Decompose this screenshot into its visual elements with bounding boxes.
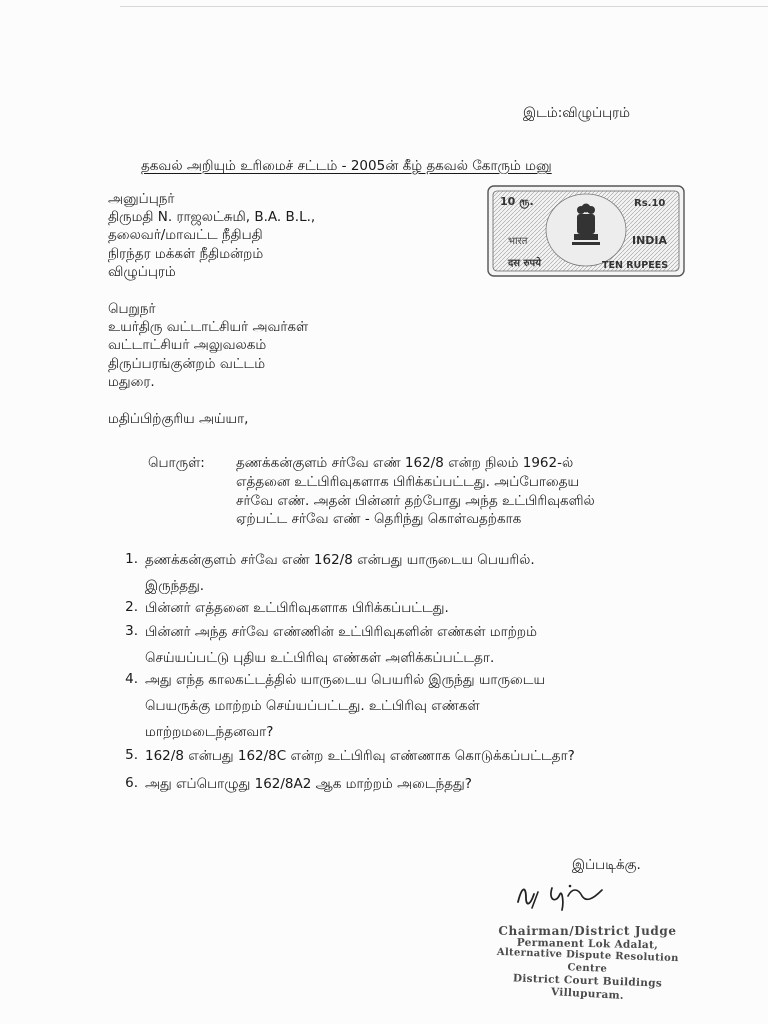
question-number: 4. (125, 671, 138, 687)
question-line: இருந்தது. (145, 578, 205, 594)
question-line: 162/8 என்பது 162/8C என்ற உட்பிரிவு எண்ணாக கொடுக்கப்பட்டதா? (145, 748, 575, 764)
recipient-label: பெறுநர் (108, 301, 156, 317)
scan-edge-line (120, 6, 768, 7)
letter-title: தகவல் அறியும் உரிமைச் சட்டம் - 2005ன் கீழ் தகவல் கோரும் மனு (141, 158, 552, 174)
subject-label: பொருள்: (148, 455, 205, 471)
question-number: 5. (125, 747, 138, 763)
question-line: அது எந்த காலகட்டத்தில் யாருடைய பெயரில் இருந்து யாருடைய (145, 672, 546, 688)
seal-line: District Court Buildings (512, 972, 663, 990)
salutation: மதிப்பிற்குரிய அய்யா, (108, 411, 249, 427)
subject-line: சர்வே எண். அதன் பின்னர் தற்போது அந்த உட்பிரிவுகளில் (236, 492, 595, 509)
closing-line: இப்படிக்கு. (572, 857, 641, 873)
question-number: 1. (125, 551, 138, 567)
recipient-line: வட்டாட்சியர் அலுவலகம் (108, 337, 267, 354)
stamp-value-tamil: 10 ரூ. (500, 195, 534, 208)
question-line: பின்னர் எத்தனை உட்பிரிவுகளாக பிரிக்கப்பட்டது. (145, 600, 449, 616)
recipient-line: திருப்பரங்குன்றம் வட்டம் (108, 355, 266, 372)
sender-line: நிரந்தர மக்கள் நீதிமன்றம் (108, 245, 264, 262)
sender-line: தலைவர்/மாவட்ட நீதிபதி (108, 227, 263, 244)
question-number: 3. (125, 623, 138, 639)
recipient-line: உயர்திரு வட்டாட்சியர் அவர்கள் (108, 319, 309, 336)
revenue-stamp (486, 184, 686, 278)
question-text (145, 595, 449, 621)
seal-line: Permanent Lok Adalat, (516, 936, 659, 951)
seal-line: Chairman/District Judge (498, 924, 677, 938)
question-line: அது எப்பொழுது 162/8A2 ஆக மாற்றம் அடைந்தது? (145, 776, 472, 792)
subject-line: தணக்கன்குளம் சர்வே எண் 162/8 என்ற நிலம் 1962-ல் (236, 455, 574, 471)
sender-label: அனுப்புநர் (108, 191, 175, 207)
question-text (145, 547, 535, 599)
question-line: பின்னர் அந்த சர்வே எண்ணின் உட்பிரிவுகளின் எண்கள் மாற்றம் (145, 624, 537, 640)
question-text (145, 771, 472, 797)
question-number: 2. (125, 599, 138, 615)
subject-line: ஏற்பட்ட சர்வே எண் - தெரிந்து கொள்வதற்காக (236, 511, 522, 528)
question-line: மாற்றமடைந்தனவா? (145, 724, 274, 740)
stamp-rupees-hindi: दस रुपये (508, 258, 542, 269)
sender-line: திருமதி N. ராஜலட்சுமி, B.A. B.L., (108, 209, 316, 226)
office-seal (485, 925, 690, 1000)
recipient-block (108, 300, 308, 391)
recipient-line: மதுரை. (108, 373, 155, 390)
stamp-country-en: INDIA (632, 234, 668, 247)
handwritten-signature (512, 880, 607, 918)
question-text (145, 667, 545, 745)
seal-line: Alternative Dispute Resolution Centre (496, 946, 679, 975)
question-text (145, 743, 575, 769)
seal-line: Villupuram. (550, 985, 625, 1002)
stamp-country-hindi: भारत (508, 236, 528, 247)
stamp-rupees-en: TEN RUPEES (602, 260, 669, 271)
question-line: பெயருக்கு மாற்றம் செய்யப்பட்டது. உட்பிரிவு எண்கள் (145, 698, 480, 714)
question-number: 6. (125, 775, 138, 791)
place-line: இடம்:விழுப்புரம் (523, 105, 630, 121)
subject-line: எத்தனை உட்பிரிவுகளாக பிரிக்கப்பட்டது. அப்போதைய (236, 473, 580, 490)
question-text (145, 619, 537, 671)
sender-block (108, 190, 315, 281)
question-line: தணக்கன்குளம் சர்வே எண் 162/8 என்பது யாருடைய பெயரில். (145, 552, 535, 568)
question-line: செய்யப்பட்டு புதிய உட்பிரிவு எண்கள் அளிக்கப்பட்டதா. (145, 650, 495, 666)
stamp-value-en: Rs.10 (634, 198, 666, 209)
sender-line: விழுப்புரம் (108, 263, 176, 280)
subject-body (236, 454, 595, 529)
